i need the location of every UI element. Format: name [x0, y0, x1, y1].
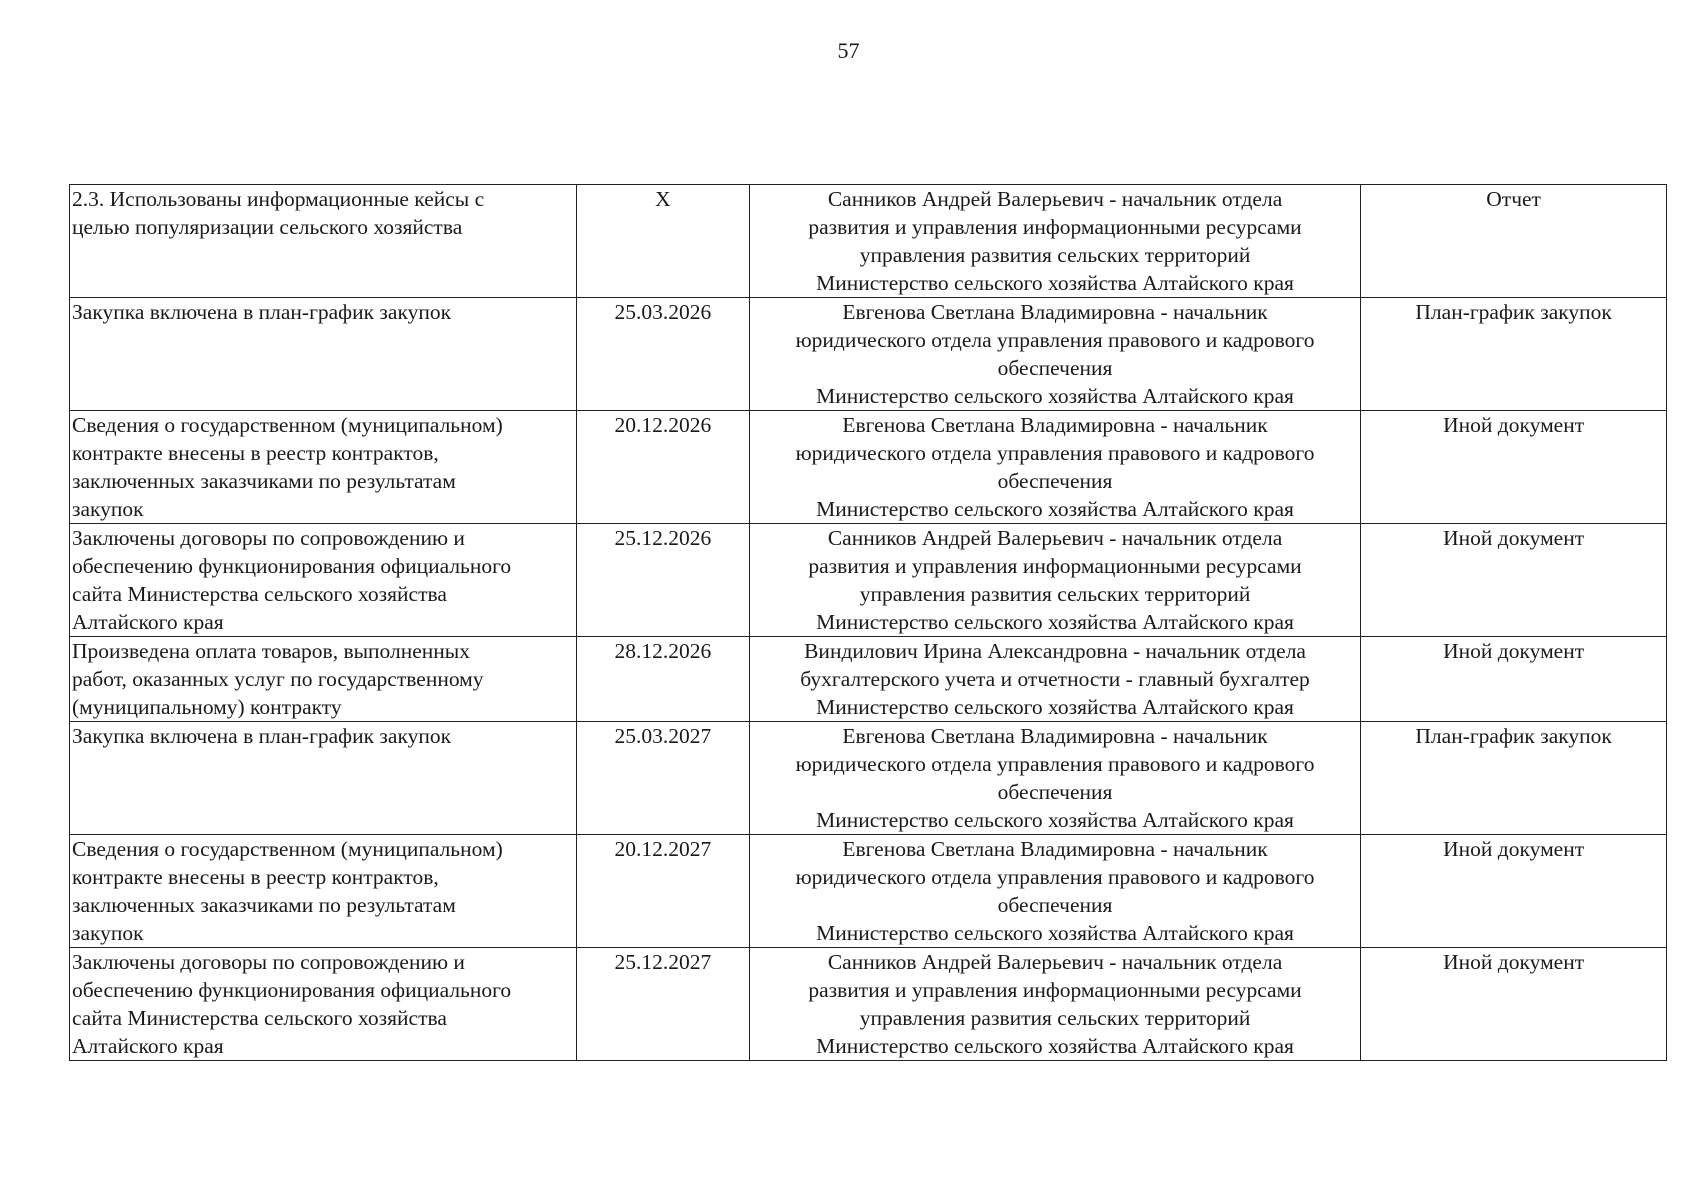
document-type-cell [1361, 835, 1667, 948]
date-cell [576, 298, 749, 411]
responsible-text-line: юридического отдела управления правового и кадрового [795, 328, 1315, 352]
responsible-text-line: Министерство сельского хозяйства Алтайского края [816, 695, 1294, 719]
responsible-text-line: Евгенова Светлана Владимировна - начальник [842, 724, 1268, 748]
responsible-cell [749, 411, 1360, 524]
event-cell [70, 298, 577, 411]
page-number: 57 [837, 38, 860, 63]
responsible-text-line: Министерство сельского хозяйства Алтайского края [816, 271, 1294, 295]
table-row [70, 411, 1667, 524]
date-text: 25.03.2027 [614, 724, 712, 748]
event-text-line: сайта Министерства сельского хозяйства [72, 582, 447, 606]
event-cell [70, 835, 577, 948]
event-cell [70, 524, 577, 637]
event-text-line: Заключены договоры по сопровождению и [72, 950, 465, 974]
table-row [70, 722, 1667, 835]
document-type-text: Иной документ [1443, 837, 1585, 861]
responsible-cell [749, 185, 1360, 298]
event-text-line: Закупка включена в план-график закупок [72, 300, 452, 324]
date-cell [576, 185, 749, 298]
responsible-text-line: юридического отдела управления правового и кадрового [795, 752, 1315, 776]
responsible-cell [749, 637, 1360, 722]
event-text-line: Закупка включена в план-график закупок [72, 724, 452, 748]
responsible-text-line: Санников Андрей Валерьевич - начальник отдела [827, 950, 1283, 974]
event-text-line: закупок [72, 497, 144, 521]
event-text-line: сайта Министерства сельского хозяйства [72, 1006, 447, 1030]
event-text-line: контракте внесены в реестр контрактов, [72, 865, 439, 889]
responsible-cell [749, 298, 1360, 411]
responsible-text-line: управления развития сельских территорий [859, 1006, 1251, 1030]
document-type-text: Иной документ [1443, 413, 1585, 437]
event-text-line: целью популяризации сельского хозяйства [72, 215, 463, 239]
date-cell [576, 948, 749, 1061]
table-row [70, 524, 1667, 637]
document-type-cell [1361, 637, 1667, 722]
event-text-line: Алтайского края [72, 1034, 224, 1058]
table-row [70, 948, 1667, 1061]
responsible-text-line: Министерство сельского хозяйства Алтайского края [816, 610, 1294, 634]
event-text-line: (муниципальному) контракту [72, 695, 342, 719]
event-text-line: Произведена оплата товаров, выполненных [72, 639, 470, 663]
document-type-text: Иной документ [1443, 950, 1585, 974]
table-body [70, 185, 1667, 1061]
responsible-text-line: управления развития сельских территорий [859, 582, 1251, 606]
document-type-cell [1361, 298, 1667, 411]
date-cell [576, 722, 749, 835]
date-cell [576, 524, 749, 637]
event-text-line: 2.3. Использованы информационные кейсы с [72, 187, 485, 211]
responsible-text-line: Евгенова Светлана Владимировна - начальник [842, 413, 1268, 437]
event-cell [70, 948, 577, 1061]
responsible-cell [749, 948, 1360, 1061]
responsible-text-line: обеспечения [997, 469, 1113, 493]
plan-table [69, 184, 1667, 1061]
document-type-text: План-график закупок [1415, 724, 1612, 748]
date-text: 20.12.2026 [614, 413, 712, 437]
document-type-text: План-график закупок [1415, 300, 1612, 324]
responsible-text-line: бухгалтерского учета и отчетности - главный бухгалтер [800, 667, 1310, 691]
event-cell [70, 722, 577, 835]
date-cell [576, 835, 749, 948]
responsible-text-line: развития и управления информационными ресурсами [808, 215, 1302, 239]
document-type-cell [1361, 722, 1667, 835]
responsible-text-line: развития и управления информационными ресурсами [808, 554, 1302, 578]
responsible-cell [749, 524, 1360, 637]
event-text-line: обеспечению функционирования официального [72, 554, 512, 578]
event-text-line: заключенных заказчиками по результатам [72, 893, 456, 917]
table-row [70, 835, 1667, 948]
responsible-text-line: Евгенова Светлана Владимировна - начальник [842, 300, 1268, 324]
date-text: 25.12.2026 [614, 526, 712, 550]
responsible-text-line: юридического отдела управления правового и кадрового [795, 865, 1315, 889]
event-text-line: заключенных заказчиками по результатам [72, 469, 456, 493]
responsible-text-line: Санников Андрей Валерьевич - начальник отдела [827, 526, 1283, 550]
responsible-cell [749, 722, 1360, 835]
document-type-text: Иной документ [1443, 526, 1585, 550]
responsible-text-line: Министерство сельского хозяйства Алтайского края [816, 384, 1294, 408]
responsible-text-line: Министерство сельского хозяйства Алтайского края [816, 808, 1294, 832]
event-cell [70, 185, 577, 298]
event-text-line: Заключены договоры по сопровождению и [72, 526, 465, 550]
date-text: X [655, 187, 671, 211]
date-text: 25.12.2027 [614, 950, 712, 974]
responsible-text-line: Евгенова Светлана Владимировна - начальник [842, 837, 1268, 861]
date-text: 28.12.2026 [614, 639, 712, 663]
table-row [70, 185, 1667, 298]
event-text-line: контракте внесены в реестр контрактов, [72, 441, 439, 465]
date-cell [576, 637, 749, 722]
table-row [70, 637, 1667, 722]
responsible-text-line: управления развития сельских территорий [859, 243, 1251, 267]
date-text: 20.12.2027 [614, 837, 712, 861]
document-type-cell [1361, 185, 1667, 298]
responsible-text-line: Министерство сельского хозяйства Алтайского края [816, 497, 1294, 521]
responsible-text-line: обеспечения [997, 356, 1113, 380]
document-type-cell [1361, 948, 1667, 1061]
event-text-line: обеспечению функционирования официального [72, 978, 512, 1002]
responsible-text-line: юридического отдела управления правового и кадрового [795, 441, 1315, 465]
responsible-text-line: Министерство сельского хозяйства Алтайского края [816, 921, 1294, 945]
responsible-text-line: Виндилович Ирина Александровна - начальник отдела [804, 639, 1306, 663]
responsible-cell [749, 835, 1360, 948]
event-text-line: Сведения о государственном (муниципальном) [72, 413, 503, 437]
responsible-text-line: Министерство сельского хозяйства Алтайского края [816, 1034, 1294, 1058]
event-cell [70, 411, 577, 524]
event-text-line: закупок [72, 921, 144, 945]
event-text-line: работ, оказанных услуг по государственному [72, 667, 484, 691]
table-row [70, 298, 1667, 411]
event-text-line: Сведения о государственном (муниципальном) [72, 837, 503, 861]
responsible-text-line: развития и управления информационными ресурсами [808, 978, 1302, 1002]
responsible-text-line: Санников Андрей Валерьевич - начальник отдела [827, 187, 1283, 211]
date-text: 25.03.2026 [614, 300, 712, 324]
responsible-text-line: обеспечения [997, 780, 1113, 804]
document-type-text: Отчет [1486, 187, 1541, 211]
event-cell [70, 637, 577, 722]
event-text-line: Алтайского края [72, 610, 224, 634]
document-type-cell [1361, 524, 1667, 637]
responsible-text-line: обеспечения [997, 893, 1113, 917]
date-cell [576, 411, 749, 524]
document-type-cell [1361, 411, 1667, 524]
document-type-text: Иной документ [1443, 639, 1585, 663]
